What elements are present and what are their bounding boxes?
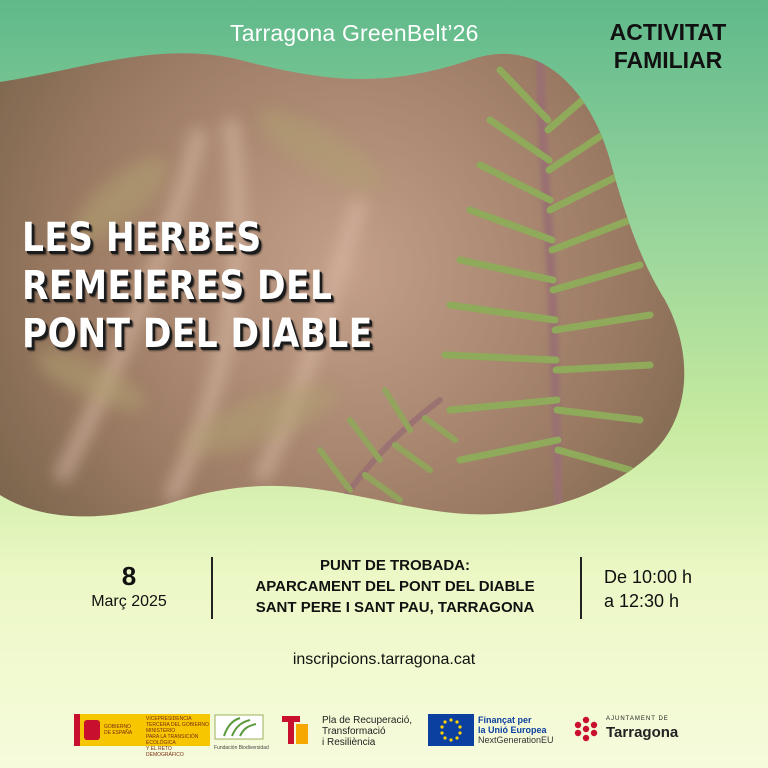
- tarragona-council-logo: [572, 714, 702, 748]
- time-from: De 10:00 h: [604, 567, 693, 587]
- gov-line-2: DE ESPAÑA: [104, 730, 133, 736]
- eu-flag-icon: [428, 714, 474, 746]
- badge-line-2: FAMILIAR: [613, 47, 723, 73]
- event-headline: [22, 214, 383, 358]
- ministry-line-3: MINISTERIO: [146, 728, 176, 734]
- eu-funding-logo: [428, 714, 558, 748]
- recovery-plan-logo: [280, 714, 420, 750]
- meeting-place: APARCAMENT DEL PONT DEL DIABLE: [255, 578, 535, 595]
- ministry-line-4: PARA LA TRANSICIÓN ECOLÓGICA: [146, 734, 199, 746]
- headline-line-2: REMEIERES DEL: [22, 263, 333, 309]
- fundacion-biodiversidad-logo: [214, 714, 269, 751]
- ajuntament-name: Tarragona: [606, 724, 679, 741]
- registration-link[interactable]: inscripcions.tarragona.cat: [292, 651, 476, 668]
- badge-line-1: ACTIVITAT: [609, 19, 727, 45]
- time-to: a 12:30 h: [604, 591, 680, 611]
- grass-icon: [214, 714, 264, 740]
- ministry-line-5: Y EL RETO DEMOGRÁFICO: [146, 746, 184, 758]
- event-month-year: Març 2025: [91, 593, 167, 610]
- divider-left: [211, 557, 213, 619]
- spain-government-logo: [74, 714, 210, 758]
- series-title: Tarragona GreenBelt’26: [230, 20, 479, 46]
- meeting-town: SANT PERE I SANT PAU, TARRAGONA: [255, 599, 535, 616]
- eu-line-2: la Unió Europea: [478, 725, 547, 735]
- meeting-point: [230, 555, 560, 618]
- plan-line-1: Pla de Recuperació,: [322, 715, 413, 726]
- ministry-line-2: TERCERA DEL GOBIERNO: [146, 722, 209, 728]
- gov-line-1: GOBIERNO: [104, 724, 131, 730]
- fundacion-label: Fundación Biodiversidad: [214, 745, 269, 751]
- eu-line-3: NextGenerationEU: [478, 735, 554, 745]
- activity-badge: [588, 18, 748, 74]
- headline-line-1: LES HERBES: [22, 215, 262, 261]
- spain-flag-stripe: [74, 714, 80, 746]
- plan-line-2: Transformació: [322, 726, 386, 737]
- headline-line-3: PONT DEL DIABLE: [22, 311, 373, 357]
- sponsor-logos: [0, 706, 768, 756]
- event-day: 8: [121, 561, 137, 591]
- event-time: [604, 565, 692, 613]
- ministry-line-1: VICEPRESIDENCIA: [146, 716, 192, 722]
- event-date: [70, 561, 188, 613]
- ajuntament-small-label: AJUNTAMENT DE: [606, 716, 669, 722]
- coat-of-arms-icon: [84, 720, 100, 740]
- meeting-label: PUNT DE TROBADA:: [320, 557, 470, 574]
- divider-right: [580, 557, 582, 619]
- event-info: [0, 555, 768, 625]
- eu-line-1: Finançat per: [478, 715, 532, 725]
- tarragona-emblem-icon: [572, 715, 600, 743]
- plan-line-3: i Resiliència: [322, 737, 376, 748]
- prtr-icon: [280, 714, 316, 746]
